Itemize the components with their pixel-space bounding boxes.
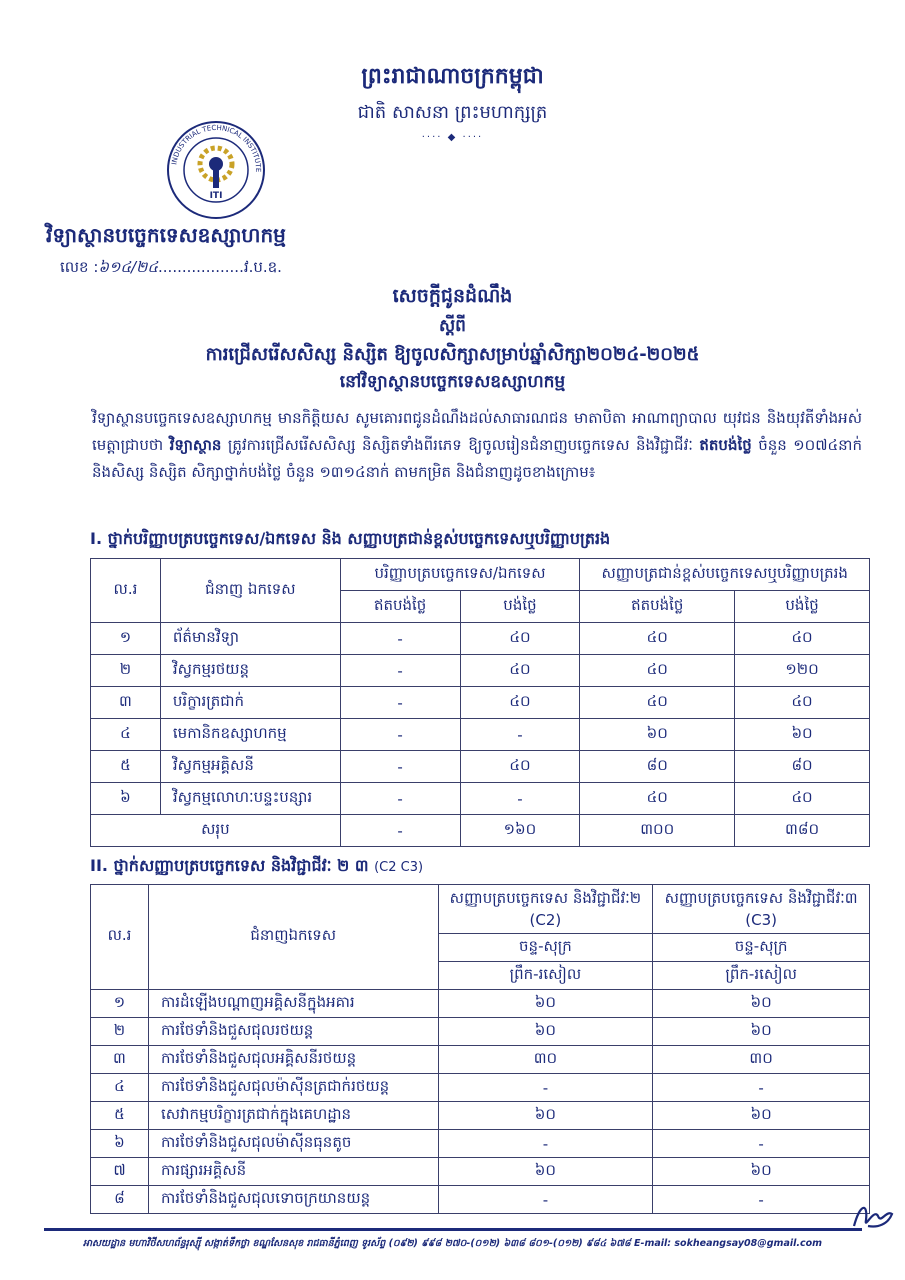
section-2-heading-text: II. ថ្នាក់សញ្ញាបត្របច្ចេកទេស និងវិជ្ជាជីវៈ ២ ៣ bbox=[90, 856, 369, 875]
associate-free-cell: ៤០ bbox=[580, 687, 735, 719]
table-row bbox=[91, 751, 870, 783]
row-major: វិស្វកម្មលោហៈបន្ទះបន្សារ bbox=[160, 783, 340, 815]
row-major: ការថែទាំនិងជួសជុលរថយន្ត bbox=[148, 1018, 438, 1046]
announcement-subject: ការជ្រើសរើសសិស្ស និស្សិត ឱ្យចូលសិក្សាសម្រាប់ឆ្នាំសិក្សា២០២៤-២០២៥ bbox=[205, 344, 700, 365]
intro-text-1: វិទ្យាស្ថានបច្ចេកទេសឧស្សាហកម្ម មានកិត្តិយស សូមគោរពជូនដំណឹងដល់សាធារណជន មាតាបិតា អាណាព្យាបាល យុវជន និងយុវតីទាំងអស់ មេត្តាជ្រាបថា bbox=[92, 409, 862, 454]
row-major: ការថែទាំនិងជួសជុលម៉ាស៊ីនធុនតូច bbox=[148, 1130, 438, 1158]
footer-divider bbox=[44, 1228, 862, 1231]
row-major: ការថែទាំនិងជួសជុលម៉ាស៊ីនត្រជាក់រថយន្ត bbox=[148, 1074, 438, 1102]
associate-paid-cell: ៤០ bbox=[735, 783, 870, 815]
c2-cell: - bbox=[438, 1130, 653, 1158]
table-row bbox=[91, 719, 870, 751]
col-c2-header: សញ្ញាបត្របច្ចេកទេស និងវិជ្ជាជីវៈ២ (C2) bbox=[438, 885, 653, 934]
total-bachelor-free: - bbox=[340, 815, 460, 847]
associate-free-cell: ៤០ bbox=[580, 655, 735, 687]
row-major: ការថែទាំនិងជួសជុលទោចក្រយានយន្ត bbox=[148, 1186, 438, 1214]
c3-days-header: ចន្ទ-សុក្រ bbox=[653, 934, 870, 962]
bachelor-free-cell: - bbox=[340, 719, 460, 751]
intro-bold-free: ឥតបង់ថ្លៃ bbox=[699, 436, 752, 454]
row-major: ព័ត៌មានវិទ្យា bbox=[160, 623, 340, 655]
total-associate-free: ៣០០ bbox=[580, 815, 735, 847]
c3-session-header: ព្រឹក-រសៀល bbox=[653, 962, 870, 990]
col-associate-paid-header: បង់ថ្លៃ bbox=[735, 591, 870, 623]
c2-cell: ៦០ bbox=[438, 1158, 653, 1186]
associate-free-cell: ៤០ bbox=[580, 783, 735, 815]
row-no: ៣ bbox=[91, 1046, 149, 1074]
bachelor-free-cell: - bbox=[340, 655, 460, 687]
col-bachelor-free-header: ឥតបង់ថ្លៃ bbox=[340, 591, 460, 623]
row-major: វិស្វកម្មអគ្គិសនី bbox=[160, 751, 340, 783]
table-row bbox=[91, 1158, 870, 1186]
col-bachelor-header: បរិញ្ញាបត្របច្ចេកទេស/ឯកទេស bbox=[340, 559, 580, 591]
reference-prefix: លេខ : bbox=[60, 258, 99, 276]
col-associate-header: សញ្ញាបត្រជាន់ខ្ពស់បច្ចេកទេសឬបរិញ្ញាបត្ររង bbox=[580, 559, 870, 591]
bachelor-paid-cell: ៤០ bbox=[460, 623, 580, 655]
table-row bbox=[91, 623, 870, 655]
row-major: បរិក្ខារត្រជាក់ bbox=[160, 687, 340, 719]
row-major: វិស្វកម្មរថយន្ត bbox=[160, 655, 340, 687]
associate-paid-cell: ៨០ bbox=[735, 751, 870, 783]
table-row bbox=[91, 990, 870, 1018]
bachelor-free-cell: - bbox=[340, 623, 460, 655]
intro-text-3: ចំនួន ១០៧៤នាក់ និងសិស្ស និស្សិត សិក្សាថ្នាក់បង់ថ្លៃ ចំនួន ១៣១៤នាក់ តាមកម្រិត និងជំនាញដូចខាងក្រោម៖ bbox=[92, 436, 862, 481]
associate-paid-cell: ៦០ bbox=[735, 719, 870, 751]
c2-cell: ៦០ bbox=[438, 990, 653, 1018]
vocational-certificate-table bbox=[90, 884, 870, 1214]
c3-cell: - bbox=[653, 1186, 870, 1214]
row-major: មេកានិកឧស្សាហកម្ម bbox=[160, 719, 340, 751]
intro-text-2: ត្រូវការជ្រើសរើសសិស្ស និស្សិតទាំងពីរភេទ ឱ្យចូលរៀនជំនាញបច្ចេកទេស និងវិជ្ជាជីវៈ bbox=[221, 436, 700, 454]
col-no-header: ល.រ bbox=[91, 885, 149, 990]
col-major-header: ជំនាញឯកទេស bbox=[148, 885, 438, 990]
bachelor-paid-cell: ៤០ bbox=[460, 687, 580, 719]
row-no: ១ bbox=[91, 990, 149, 1018]
national-motto: ជាតិ សាសនា ព្រះមហាក្សត្រ bbox=[357, 102, 548, 123]
reference-number-line bbox=[60, 258, 282, 280]
bachelor-paid-cell: ៤០ bbox=[460, 655, 580, 687]
total-row bbox=[91, 815, 870, 847]
col-associate-free-header: ឥតបង់ថ្លៃ bbox=[580, 591, 735, 623]
c2-cell: ៦០ bbox=[438, 1018, 653, 1046]
intro-paragraph bbox=[92, 405, 862, 486]
c3-cell: - bbox=[653, 1074, 870, 1102]
reference-number: ៦១៤/២៤ bbox=[98, 258, 159, 276]
row-no: ៣ bbox=[91, 687, 161, 719]
table-row bbox=[91, 1046, 870, 1074]
row-no: ៤ bbox=[91, 719, 161, 751]
associate-paid-cell: ៤០ bbox=[735, 687, 870, 719]
associate-paid-cell: ៤០ bbox=[735, 623, 870, 655]
table-row bbox=[91, 1130, 870, 1158]
footer-address: អាសយដ្ឋាន មហាវិថីសហព័ន្ធរុស្ស៊ី សង្កាត់ទឹកថ្លា ខណ្ឌសែនសុខ រាជធានីភ្នំពេញ ទូរស័ព្ទ (០៩២) ៩៩៨ ២៧០-(០១២) ៦៣៨ ៨០១-(០១២) ៩៨៤ ៦៧៨ E-mail: sokheangsay08@gmail.com bbox=[82, 1238, 823, 1249]
row-major: ការផ្សារអគ្គិសនី bbox=[148, 1158, 438, 1186]
c2-cell: ៣០ bbox=[438, 1046, 653, 1074]
col-major-header: ជំនាញ ឯកទេស bbox=[160, 559, 340, 623]
table-row bbox=[91, 687, 870, 719]
row-no: ៧ bbox=[91, 1158, 149, 1186]
table-row bbox=[91, 1074, 870, 1102]
announcement-title: សេចក្តីជូនដំណឹង bbox=[392, 285, 513, 307]
bachelor-associate-table bbox=[90, 558, 870, 847]
row-major: ការថែទាំនិងជួសជុលអគ្គិសនីរថយន្ត bbox=[148, 1046, 438, 1074]
row-no: ៥ bbox=[91, 751, 161, 783]
row-no: ៥ bbox=[91, 1102, 149, 1130]
row-no: ១ bbox=[91, 623, 161, 655]
bachelor-paid-cell: - bbox=[460, 783, 580, 815]
section-2-heading bbox=[90, 855, 423, 879]
logo-code: ITI bbox=[209, 191, 223, 201]
institute-name: វិទ្យាស្ថានបច្ចេកទេសឧស្សាហកម្ម bbox=[46, 223, 286, 247]
c3-cell: - bbox=[653, 1130, 870, 1158]
c3-cell: ៣០ bbox=[653, 1046, 870, 1074]
row-no: ៦ bbox=[91, 1130, 149, 1158]
c2-days-header: ចន្ទ-សុក្រ bbox=[438, 934, 653, 962]
header-ornament: ···· ◆ ···· bbox=[421, 132, 484, 143]
reference-suffix: ..................វ.ប.ឧ. bbox=[158, 258, 282, 276]
announcement-location: នៅវិទ្យាស្ថានបច្ចេកទេសឧស្សាហកម្ម bbox=[339, 372, 566, 392]
c2-cell: - bbox=[438, 1074, 653, 1102]
total-bachelor-paid: ១៦០ bbox=[460, 815, 580, 847]
associate-free-cell: ៤០ bbox=[580, 623, 735, 655]
row-major: ការដំឡើងបណ្តាញអគ្គិសនីក្នុងអគារ bbox=[148, 990, 438, 1018]
c3-cell: ៦០ bbox=[653, 990, 870, 1018]
row-no: ៦ bbox=[91, 783, 161, 815]
bachelor-paid-cell: - bbox=[460, 719, 580, 751]
table-row bbox=[91, 1018, 870, 1046]
c3-cell: ៦០ bbox=[653, 1018, 870, 1046]
bachelor-paid-cell: ៤០ bbox=[460, 751, 580, 783]
table-row bbox=[91, 783, 870, 815]
associate-free-cell: ៦០ bbox=[580, 719, 735, 751]
row-no: ៤ bbox=[91, 1074, 149, 1102]
c2-cell: - bbox=[438, 1186, 653, 1214]
col-bachelor-paid-header: បង់ថ្លៃ bbox=[460, 591, 580, 623]
associate-paid-cell: ១២០ bbox=[735, 655, 870, 687]
row-no: ២ bbox=[91, 1018, 149, 1046]
row-major: សេវាកម្មបរិក្ខារត្រជាក់ក្នុងគេហដ្ឋាន bbox=[148, 1102, 438, 1130]
kingdom-title: ព្រះរាជាណាចក្រកម្ពុជា bbox=[361, 64, 544, 89]
row-no: ២ bbox=[91, 655, 161, 687]
bachelor-free-cell: - bbox=[340, 783, 460, 815]
c3-cell: ៦០ bbox=[653, 1102, 870, 1130]
row-no: ៨ bbox=[91, 1186, 149, 1214]
intro-bold-institute: វិទ្យាស្ថាន bbox=[169, 436, 222, 454]
associate-free-cell: ៨០ bbox=[580, 751, 735, 783]
logo-ring-text: INDUSTRIAL TECHNICAL INSTITUTE bbox=[170, 123, 263, 173]
c2-cell: ៦០ bbox=[438, 1102, 653, 1130]
col-c3-header: សញ្ញាបត្របច្ចេកទេស និងវិជ្ជាជីវៈ៣ (C3) bbox=[653, 885, 870, 934]
c3-cell: ៦០ bbox=[653, 1158, 870, 1186]
table-row bbox=[91, 1102, 870, 1130]
col-no-header: ល.រ bbox=[91, 559, 161, 623]
table-row bbox=[91, 655, 870, 687]
section-1-heading: I. ថ្នាក់បរិញ្ញាបត្របច្ចេកទេស/ឯកទេស និង សញ្ញាបត្រជាន់ខ្ពស់បច្ចេកទេសឬបរិញ្ញាបត្ររង bbox=[90, 529, 611, 548]
table-row bbox=[91, 1186, 870, 1214]
bachelor-free-cell: - bbox=[340, 751, 460, 783]
announcement-subject-label: ស្តីពី bbox=[439, 316, 466, 336]
total-label: សរុប bbox=[91, 815, 341, 847]
section-2-heading-codes: (C2 C3) bbox=[374, 860, 424, 875]
bachelor-free-cell: - bbox=[340, 687, 460, 719]
institute-logo bbox=[142, 112, 290, 220]
c2-session-header: ព្រឹក-រសៀល bbox=[438, 962, 653, 990]
total-associate-paid: ៣៨០ bbox=[735, 815, 870, 847]
